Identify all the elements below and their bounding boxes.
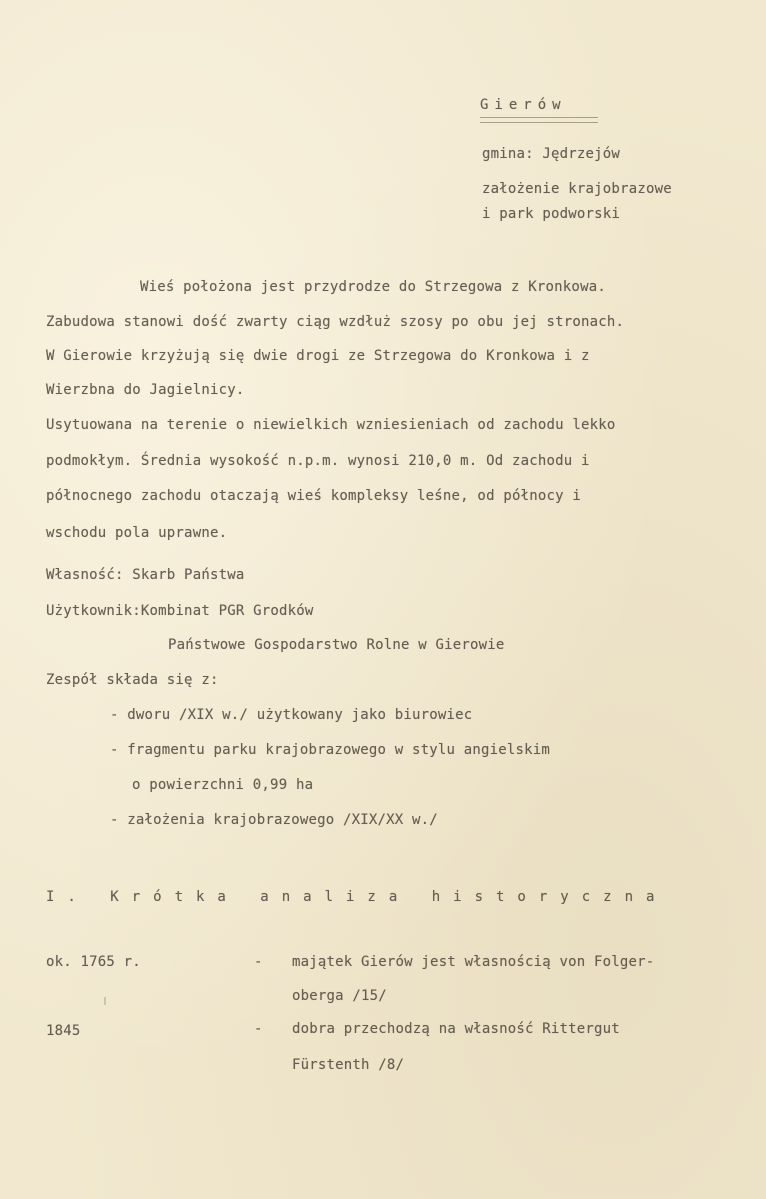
document-title: Gierów (480, 97, 567, 113)
intro-line-6: podmokłym. Średnia wysokość n.p.m. wynosi 210,0 m. Od zachodu i (46, 453, 590, 469)
title-underline (480, 117, 598, 123)
intro-line-4: Wierzbna do Jagielnicy. (46, 382, 245, 398)
intro-line-3: W Gierowie krzyżują się dwie drogi ze Strzegowa do Kronkowa i z (46, 348, 590, 364)
composition-item-2: - fragmentu parku krajobrazowego w stylu angielskim (110, 742, 551, 758)
history-text-2-cont: Fürstenth /8/ (292, 1057, 405, 1073)
history-text-1: majątek Gierów jest własnością von Folger- (292, 954, 655, 970)
composition-item-2-cont: o powierzchni 0,99 ha (132, 777, 314, 793)
intro-line-7: północnego zachodu otaczają wieś kompleksy leśne, od północy i (46, 488, 581, 504)
history-date-1: ok. 1765 r. (46, 954, 141, 970)
composition-item-1: - dworu /XIX w./ użytkowany jako biurowiec (110, 707, 473, 723)
composition-item-3: - założenia krajobrazowego /XIX/XX w./ (110, 812, 438, 828)
intro-line-1: Wieś położona jest przydrodze do Strzegowa z Kronkowa. (140, 279, 606, 295)
intro-line-8: wschodu pola uprawne. (46, 525, 228, 541)
user-line: Użytkownik:Kombinat PGR Grodków (46, 603, 314, 619)
user-line-2: Państwowe Gospodarstwo Rolne w Gierowie (168, 637, 505, 653)
history-date-2: 1845 (46, 1023, 81, 1039)
section-heading: I. Krótka analiza historyczna (46, 889, 668, 905)
gmina-line: gmina: Jędrzejów (482, 146, 621, 162)
history-text-1-cont: oberga /15/ (292, 988, 387, 1004)
paper-mark (104, 997, 106, 1005)
history-text-2: dobra przechodzą na własność Rittergut (292, 1021, 620, 1037)
site-type-line-2: i park podworski (482, 206, 621, 222)
intro-line-5: Usytuowana na terenie o niewielkich wzniesieniach od zachodu lekko (46, 417, 616, 433)
intro-line-2: Zabudowa stanowi dość zwarty ciąg wzdłuż szosy po obu jej stronach. (46, 314, 625, 330)
site-type-line-1: założenie krajobrazowe (482, 181, 672, 197)
history-dash-2: - (254, 1021, 263, 1037)
composition-heading: Zespół składa się z: (46, 672, 219, 688)
owner-line: Własność: Skarb Państwa (46, 567, 245, 583)
history-dash-1: - (254, 954, 263, 970)
